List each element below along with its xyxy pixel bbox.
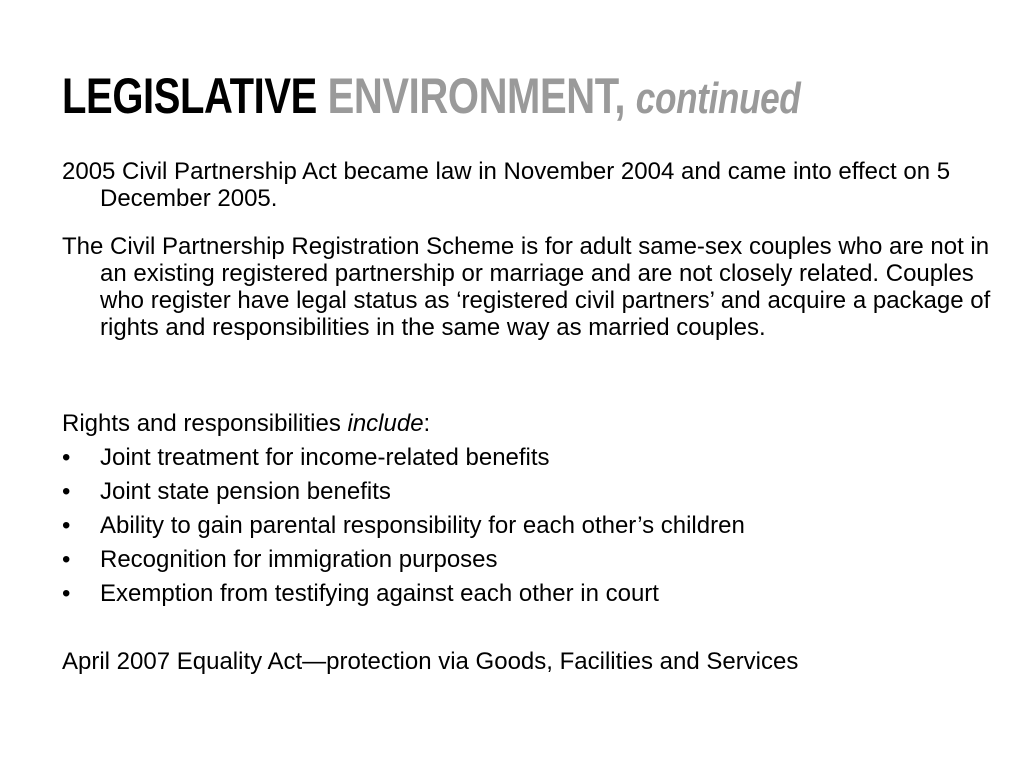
bullet-icon: • — [62, 546, 71, 573]
rights-heading-lead: Rights and responsibilities — [62, 410, 348, 437]
list-item-text: Recognition for immigration purposes — [100, 546, 498, 573]
list-item — [62, 512, 745, 546]
paragraph-registration-scheme: The Civil Partnership Registration Scheme is for adult same-sex couples who are not in an existing registered partnership or marriage and are not closely related. Couples who register have legal status as ‘registered civil partners’ and acquire a package of rights and responsibilities in the same way as married couples. — [62, 233, 991, 341]
rights-heading-emphasis: include — [347, 410, 424, 437]
paragraph-equality-act: April 2007 Equality Act—protection via Goods, Facilities and Services — [62, 648, 799, 675]
paragraph-civil-partnership-act: 2005 Civil Partnership Act became law in November 2004 and came into effect on 5 December 2005. — [62, 158, 951, 212]
list-item-text: Joint treatment for income-related benefits — [100, 444, 550, 471]
title-part-continued: continued — [635, 74, 801, 123]
bullet-icon: • — [62, 444, 71, 471]
bullet-icon: • — [62, 580, 71, 607]
rights-heading-colon: : — [423, 410, 431, 437]
list-item — [62, 478, 745, 512]
list-item-text: Ability to gain parental responsibility for each other’s children — [100, 512, 745, 539]
rights-heading — [62, 410, 962, 437]
list-item — [62, 580, 745, 614]
list-item-text: Exemption from testifying against each other in court — [100, 580, 659, 607]
list-item — [62, 444, 745, 478]
list-item-text: Joint state pension benefits — [100, 478, 391, 505]
title-part-environment: ENVIRONMENT, — [327, 68, 626, 124]
bullet-icon: • — [62, 478, 71, 505]
bullet-icon: • — [62, 512, 71, 539]
slide-title — [62, 66, 800, 129]
list-item — [62, 546, 745, 580]
title-part-legislative: LEGISLATIVE — [62, 68, 317, 124]
rights-list — [62, 444, 745, 614]
